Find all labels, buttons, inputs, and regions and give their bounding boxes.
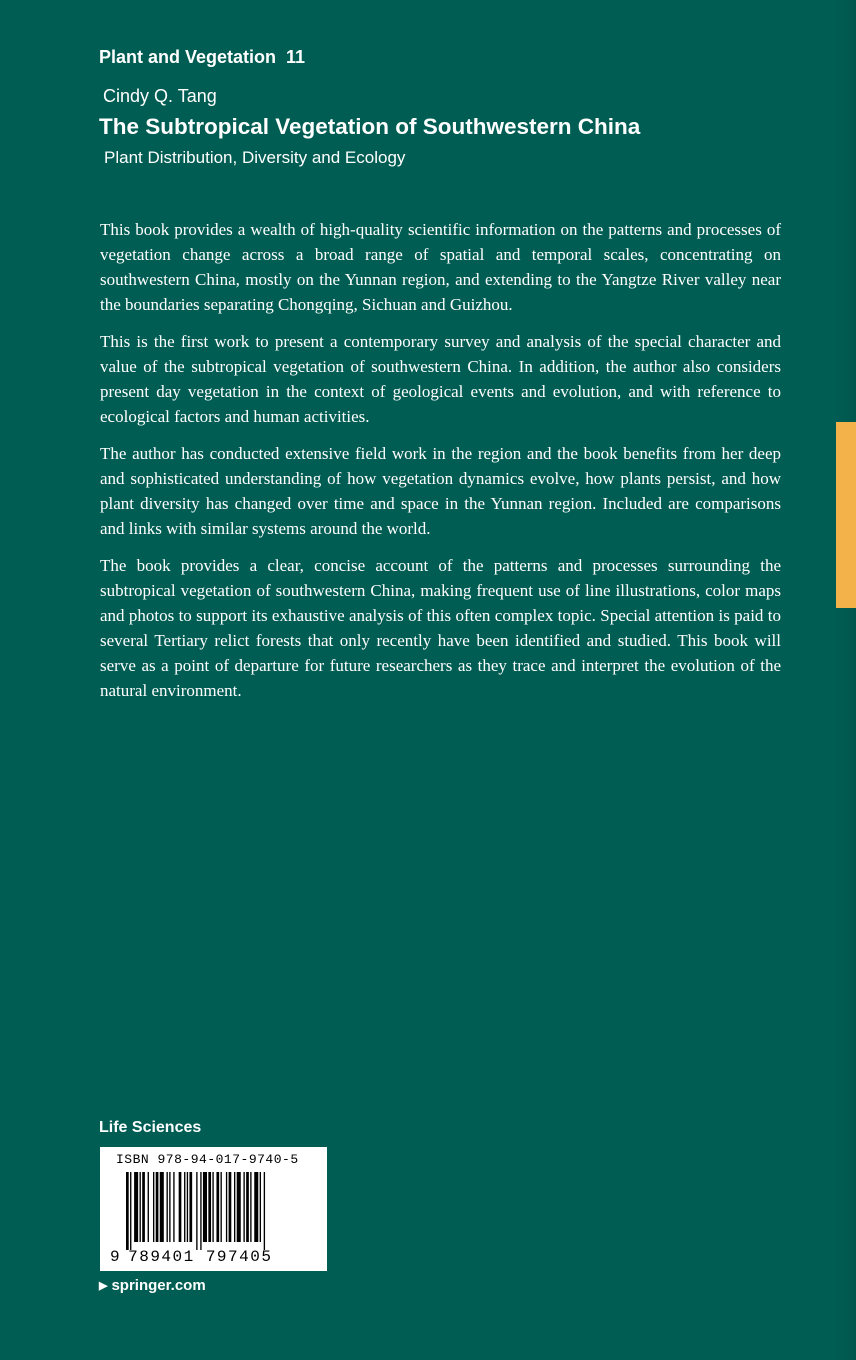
isbn-label: ISBN 978-94-017-9740-5 (116, 1152, 299, 1167)
book-subtitle: Plant Distribution, Diversity and Ecology (104, 148, 406, 167)
blurb-paragraph: This book provides a wealth of high-quality scientific information on the patterns and processes of vegetation change across a broad range of spatial and temporal scales, concentrating on southwestern China, mostly on the Yunnan region, and extending to the Yangtze River valley near the boundaries separating Chongqing, Sichuan and Guizhou. (100, 220, 781, 314)
series-number: 11 (286, 47, 306, 67)
subject-category: Life Sciences (99, 1119, 202, 1136)
series-line (99, 47, 305, 68)
accent-tab (836, 422, 856, 608)
blurb-paragraph: The author has conducted extensive field work in the region and the book benefits from her deep and sophisticated understanding of how vegetation dynamics evolve, how plants persist, and how plant diversity has changed over time and space in the Yunnan region. Included are comparisons and links with similar systems around the world. (100, 444, 781, 538)
barcode-bars (126, 1172, 306, 1250)
ean-first-digit: 9 (110, 1248, 122, 1266)
blurb (100, 217, 781, 715)
blurb-paragraph: This is the first work to present a contemporary survey and analysis of the special character and value of the subtropical vegetation of southwestern China. In addition, the author also considers present day vegetation in the context of geological events and evolution, and with reference to ecological factors and human activities. (100, 332, 781, 426)
spine-edge (836, 0, 856, 1360)
series-name: Plant and Vegetation (99, 47, 277, 67)
publisher-url: springer.com (111, 1277, 206, 1294)
isbn-barcode (100, 1147, 327, 1271)
publisher-link[interactable] (99, 1277, 206, 1294)
author-name: Cindy Q. Tang (103, 86, 217, 106)
blurb-paragraph: The book provides a clear, concise account of the patterns and processes surrounding the subtropical vegetation of southwestern China, making frequent use of line illustrations, color maps and photos to support its exhaustive analysis of this often complex topic. Special attention is paid to several Tertiary relict forests that only recently have been identified and studied. This book will serve as a point of departure for future researchers as they trace and interpret the evolution of the natural environment. (100, 556, 781, 700)
ean-remaining-digits: 789401 797405 (128, 1248, 273, 1266)
arrow-right-icon: ▶ (99, 1280, 108, 1292)
book-title: The Subtropical Vegetation of Southwestern China (99, 114, 641, 139)
ean-digits (110, 1248, 320, 1266)
